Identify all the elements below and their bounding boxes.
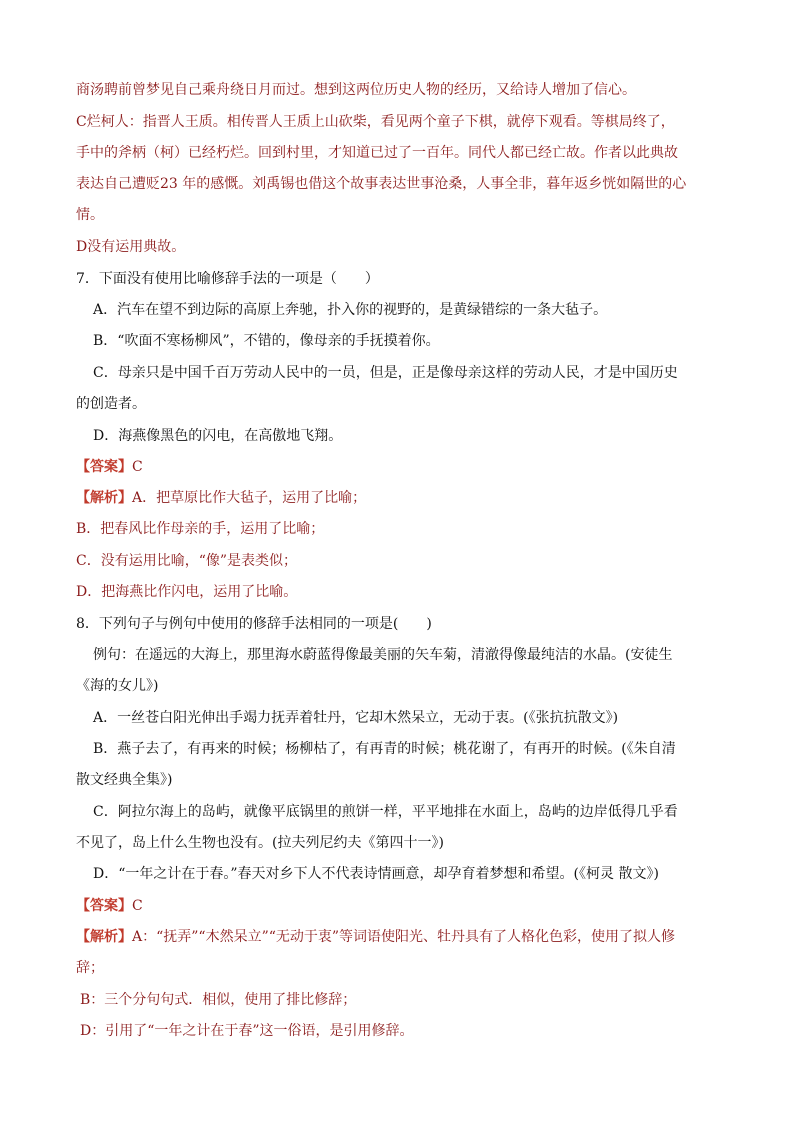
question-7-option-c: 的创造者。 [76, 396, 146, 412]
prev-analysis-option-c: 情。 [76, 207, 104, 223]
analysis-tag: 【解析】 [76, 490, 132, 506]
question-8-option-b: B．燕子去了，有再来的时候；杨柳枯了，有再青的时候；桃花谢了，有再开的时候。(《朱自清 [93, 741, 676, 757]
analysis-tag: 【解析】 [76, 929, 132, 945]
question-8-analysis [76, 927, 734, 947]
question-7-option-c: C．母亲只是中国千百万劳动人民中的一员，但是，正是像母亲这样的劳动人民，才是中国历史 [93, 365, 678, 381]
question-8-stem: 8．下列句子与例句中使用的修辞手法相同的一项是( ) [76, 616, 432, 632]
question-7-option-a: A．汽车在望不到边际的高原上奔驰，扑入你的视野的，是黄绿错综的一条大毡子。 [93, 302, 608, 318]
question-8-analysis: D：引用了“一年之计在于春”这一俗语，是引用修辞。 [80, 1023, 414, 1039]
question-8-option-c: 不见了，岛上什么生物也没有。(拉夫列尼约夫《第四十一》) [76, 835, 444, 851]
prev-analysis-line: 商汤聘前曾梦见自己乘舟绕日月而过。想到这两位历史人物的经历，又给诗人增加了信心。 [76, 82, 636, 98]
answer-value: C [132, 898, 143, 914]
question-7-analysis: C．没有运用比喻，“像”是表类似； [76, 553, 298, 569]
question-8-example: 《海的女儿》) [76, 678, 159, 694]
prev-analysis-option-c: 表达自己遭贬23 年的感慨。刘禹锡也借这个故事表达世事沧桑，人事全非，暮年返乡恍如隔世的心 [76, 176, 687, 192]
answer-value: C [132, 459, 143, 475]
question-8-analysis: 辞； [76, 960, 104, 976]
question-8-option-c: C．阿拉尔海上的岛屿，就像平底锅里的煎饼一样，平平地排在水面上，岛屿的边岸低得几乎看 [93, 804, 678, 820]
question-8-option-a: A．一丝苍白阳光伸出手竭力抚弄着牡丹，它却木然呆立，无动于衷。(《张抗抗散文》) [93, 710, 619, 726]
analysis-text: A：“抚弄”“木然呆立”“无动于衷”等词语使阳光、牡丹具有了人格化色彩，使用了拟人修 [132, 929, 676, 945]
question-7-analysis: B．把春风比作母亲的手，运用了比喻； [76, 521, 325, 537]
question-8-option-b: 散文经典全集》) [76, 772, 173, 788]
question-7-stem: 7．下面没有使用比喻修辞手法的一项是（ ） [76, 271, 379, 287]
prev-analysis-option-d: D没有运用典故。 [76, 239, 186, 255]
prev-analysis-option-c: 手中的斧柄（柯）已经朽烂。回到村里，才知道已过了一百年。同代人都已经亡故。作者以此典故 [76, 145, 678, 161]
answer-tag: 【答案】 [76, 898, 132, 914]
question-7-analysis: D．把海燕比作闪电，运用了比喻。 [76, 584, 298, 600]
question-8-answer [76, 896, 734, 916]
answer-tag: 【答案】 [76, 459, 132, 475]
question-7-answer [76, 457, 734, 477]
question-8-example: 例句：在遥远的大海上，那里海水蔚蓝得像最美丽的矢车菊，清澈得像最纯洁的水晶。(安徒生 [93, 647, 673, 663]
question-7-option-b: B．“吹面不寒杨柳风”，不错的，像母亲的手抚摸着你。 [93, 333, 440, 349]
prev-analysis-option-c: C烂柯人：指晋人王质。相传晋人王质上山砍柴，看见两个童子下棋，就停下观看。等棋局终了， [76, 114, 675, 130]
analysis-text: A．把草原比作大毡子，运用了比喻； [132, 490, 367, 506]
question-7-analysis [76, 488, 734, 508]
question-8-analysis: B：三个分句句式．相似，使用了排比修辞； [80, 992, 357, 1008]
question-8-option-d: D．“一年之计在于春。”春天对乡下人不代表诗情画意，却孕育着梦想和希望。(《柯灵 散文》) [93, 866, 659, 882]
question-7-option-d: D．海燕像黑色的闪电，在高傲地飞翔。 [93, 428, 343, 444]
